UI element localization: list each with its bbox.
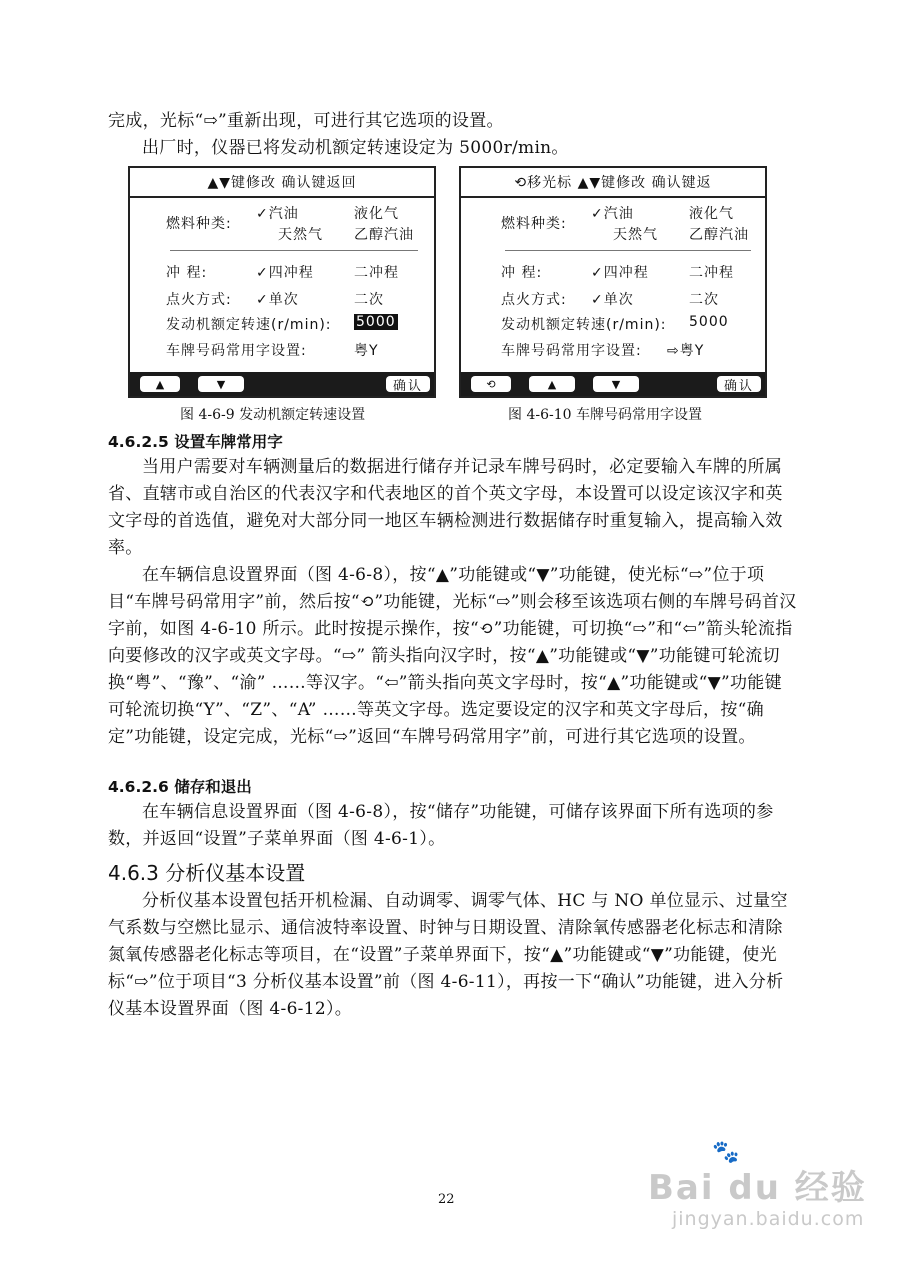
device-screen-plate-setting <box>459 166 767 398</box>
stroke-option-two: 二冲程 <box>689 265 734 281</box>
rpm-label: 发动机额定转速(r/min): <box>166 317 332 333</box>
section-4625-paragraph-1: 当用户需要对车辆测量后的数据进行储存并记录车牌号码时，必定要输入车牌的所属省、直辖市或自治区的代表汉字和代表地区的首个英文字母，本设置可以设定该汉字和英文字母的首选值，避免对大部分同一地区车辆检测进行数据储存时重复输入，提高输入效率。 <box>108 457 783 558</box>
down-button[interactable]: ▼ <box>593 376 639 392</box>
ignition-label: 点火方式: <box>501 292 567 308</box>
stroke-option-four: ✓四冲程 <box>591 265 649 281</box>
fuel-option-cng: 天然气 <box>613 227 658 243</box>
section-heading-4625: 4.6.2.5 设置车牌常用字 <box>108 433 283 451</box>
section-heading-4626: 4.6.2.6 储存和退出 <box>108 778 252 796</box>
fuel-option-ethanol: 乙醇汽油 <box>354 227 414 243</box>
intro-line-1: 完成，光标“⇨”重新出现，可进行其它选项的设置。 <box>108 111 504 131</box>
fuel-option-cng: 天然气 <box>278 227 323 243</box>
page-number: 22 <box>438 1192 455 1207</box>
figure-caption-left: 图 4-6-9 发动机额定转速设置 <box>180 407 366 423</box>
stroke-label: 冲 程: <box>501 265 543 281</box>
ignition-option-single: ✓单次 <box>591 292 634 308</box>
section-4626-paragraph-1: 在车辆信息设置界面（图 4-6-8），按“储存”功能键，可储存该界面下所有选项的参数，并返回“设置”子菜单界面（图 4-6-1）。 <box>108 802 774 849</box>
confirm-button[interactable]: 确认 <box>717 376 761 392</box>
fuel-option-lpg: 液化气 <box>354 206 399 222</box>
ignition-option-double: 二次 <box>689 292 719 308</box>
ignition-label: 点火方式: <box>166 292 232 308</box>
section-4625-paragraph-2: 在车辆信息设置界面（图 4-6-8），按“▲”功能键或“▼”功能键，使光标“⇨”位于项目“车牌号码常用字”前，然后按“⟲”功能键，光标“⇨”则会移至该选项右侧的车牌号码首汉字前，如图 4-6-10 所示。此时按提示操作，按“⟲”功能键，可切换“⇨”和“⇦”箭头轮流指向要修改的汉字或英文字母。“⇨” 箭头指向汉字时，按“▲”功能键或“▼”功能键可轮流切换“粤”、“豫”、“渝” ……等汉字。“⇦”箭头指向英文字母时，按“▲”功能键或“▼”功能键可轮流切换“Y”、“Z”、“A” ……等英文字母。选定要设定的汉字和英文字母后，按“确定”功能键，设定完成，光标“⇨”返回“车牌号码常用字”前，可进行其它选项的设置。 <box>108 565 797 747</box>
device-screen-rpm-setting <box>128 166 436 398</box>
down-button[interactable]: ▼ <box>198 376 244 392</box>
fuel-option-gasoline: ✓汽油 <box>256 206 299 222</box>
rpm-value-field[interactable] <box>354 314 398 330</box>
divider <box>505 250 751 251</box>
stroke-option-four: ✓四冲程 <box>256 265 314 281</box>
confirm-button[interactable]: 确认 <box>386 376 430 392</box>
plate-label: 车牌号码常用字设置: <box>166 343 307 359</box>
fuel-type-label: 燃料种类: <box>166 216 232 232</box>
watermark-url: jingyan.baidu.com <box>672 1208 865 1230</box>
fuel-option-ethanol: 乙醇汽油 <box>689 227 749 243</box>
watermark-logo: Bai du 经验 <box>648 1168 867 1208</box>
ignition-option-single: ✓单次 <box>256 292 299 308</box>
intro-line-2: 出厂时，仪器已将发动机额定转速设定为 5000r/min。 <box>142 138 569 158</box>
rpm-value: 5000 <box>689 314 729 330</box>
plate-value: 粤Y <box>354 343 379 359</box>
section-heading-463: 4.6.3 分析仪基本设置 <box>108 861 306 885</box>
softkey-bar <box>130 372 434 396</box>
screen-header: ⟲移光标 ▲▼键修改 确认键返 <box>461 168 765 198</box>
plate-label: 车牌号码常用字设置: <box>501 343 642 359</box>
up-button[interactable]: ▲ <box>140 376 180 392</box>
section-463-paragraph-1: 分析仪基本设置包括开机检漏、自动调零、调零气体、HC 与 NO 单位显示、过量空气系数与空燃比显示、通信波特率设置、时钟与日期设置、清除氧传感器老化标志和清除氮氧传感器老化标志等项目，在“设置”子菜单界面下，按“▲”功能键或“▼”功能键，使光标“⇨”位于项目“3 分析仪基本设置”前（图 4-6-11），再按一下“确认”功能键，进入分析仪基本设置界面（图 4-6-12）。 <box>108 891 788 1019</box>
cycle-cursor-button[interactable]: ⟲ <box>471 376 511 392</box>
paw-icon: 🐾 <box>712 1140 740 1165</box>
divider <box>170 250 418 251</box>
figure-caption-right: 图 4-6-10 车牌号码常用字设置 <box>508 407 702 423</box>
rpm-value: 5000 <box>356 314 396 330</box>
screen-header: ▲▼键修改 确认键返回 <box>130 168 434 198</box>
fuel-option-gasoline: ✓汽油 <box>591 206 634 222</box>
rpm-label: 发动机额定转速(r/min): <box>501 317 667 333</box>
up-button[interactable]: ▲ <box>529 376 575 392</box>
softkey-bar <box>461 372 765 396</box>
fuel-type-label: 燃料种类: <box>501 216 567 232</box>
fuel-option-lpg: 液化气 <box>689 206 734 222</box>
ignition-option-double: 二次 <box>354 292 384 308</box>
stroke-option-two: 二冲程 <box>354 265 399 281</box>
stroke-label: 冲 程: <box>166 265 208 281</box>
plate-value-field[interactable]: ⇨粤Y <box>667 343 705 359</box>
